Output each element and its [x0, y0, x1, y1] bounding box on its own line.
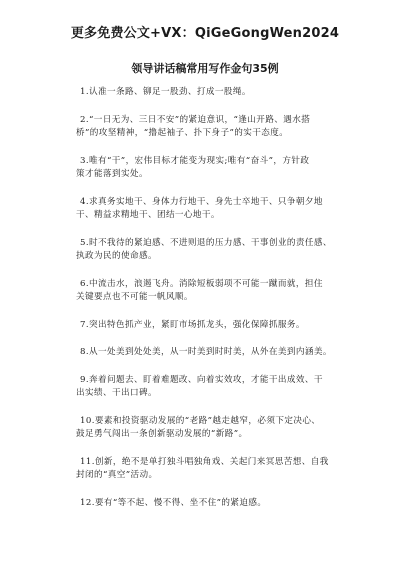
item-line: 关键要点也不可能一帆风顺。 — [76, 292, 193, 302]
item-line: 执政为民的使命感。 — [76, 251, 157, 261]
item-line: 5.时不我待的紧迫感、不进则退的压力感、干事创业的责任感、 — [80, 237, 332, 248]
document-title: 领导讲话稿常用写作金句35例 — [131, 62, 279, 75]
item-line: 鼓足勇气闯出一条创新驱动发展的“新路”。 — [76, 429, 248, 439]
list-item — [76, 374, 336, 401]
list-item — [76, 346, 336, 360]
list-item — [76, 415, 336, 442]
list-item — [76, 319, 336, 333]
item-line: 7.突出特色抓产业，紧盯市场抓龙头，强化保障抓服务。 — [80, 319, 305, 330]
item-line: 2.“一日无为、三日不安”的紧迫意识，“逢山开路、遇水搭 — [80, 114, 311, 125]
list-item — [76, 196, 336, 223]
item-line: 出实绩、干出口碑。 — [76, 388, 157, 398]
item-line: 策才能落到实处。 — [76, 169, 148, 179]
promo-header: 更多免费公文+VX：QiGeGongWen2024 — [70, 26, 340, 41]
item-line: 10.要素和投资驱动发展的“老路”越走越窄，必须下定决心、 — [80, 415, 321, 426]
item-line: 1.认准一条路、铆足一股劲、打成一股绳。 — [80, 87, 251, 97]
item-line: 封闭的“真空”活动。 — [76, 470, 158, 480]
list-item — [76, 497, 336, 511]
item-line: 11.创新，绝不是单打独斗唱独角戏、关起门来冥思苦想、自我 — [80, 456, 329, 467]
list-item — [76, 114, 336, 141]
item-line: 9.奔着问题去、盯着难题改、向着实效攻，才能干出成效、干 — [80, 374, 323, 385]
list-item — [76, 456, 336, 483]
list-item — [76, 155, 336, 182]
item-line: 6.中流击水，浪遏飞舟。消除短板弱项不可能一蹴而就，担住 — [80, 278, 323, 289]
item-line: 12.要有“等不起、慢不得、坐不住”的紧迫感。 — [80, 497, 267, 508]
item-line: 3.唯有“干”，宏伟目标才能变为现实;唯有“奋斗”，方针政 — [80, 155, 310, 166]
list-item — [76, 86, 336, 100]
item-line: 桥”的攻坚精神，“撸起袖子、扑下身子”的实干态度。 — [76, 128, 289, 138]
list-item — [76, 278, 336, 305]
item-line: 干、精益求精地干、团结一心地干。 — [76, 210, 220, 220]
item-line: 4.求真务实地干、身体力行地干、身先士卒地干、只争朝夕地 — [80, 196, 323, 207]
document-body — [76, 86, 336, 524]
list-item — [76, 237, 336, 264]
item-line: 8.从一处美到处处美，从一时美到时时美，从外在美到内涵美。 — [80, 347, 332, 357]
